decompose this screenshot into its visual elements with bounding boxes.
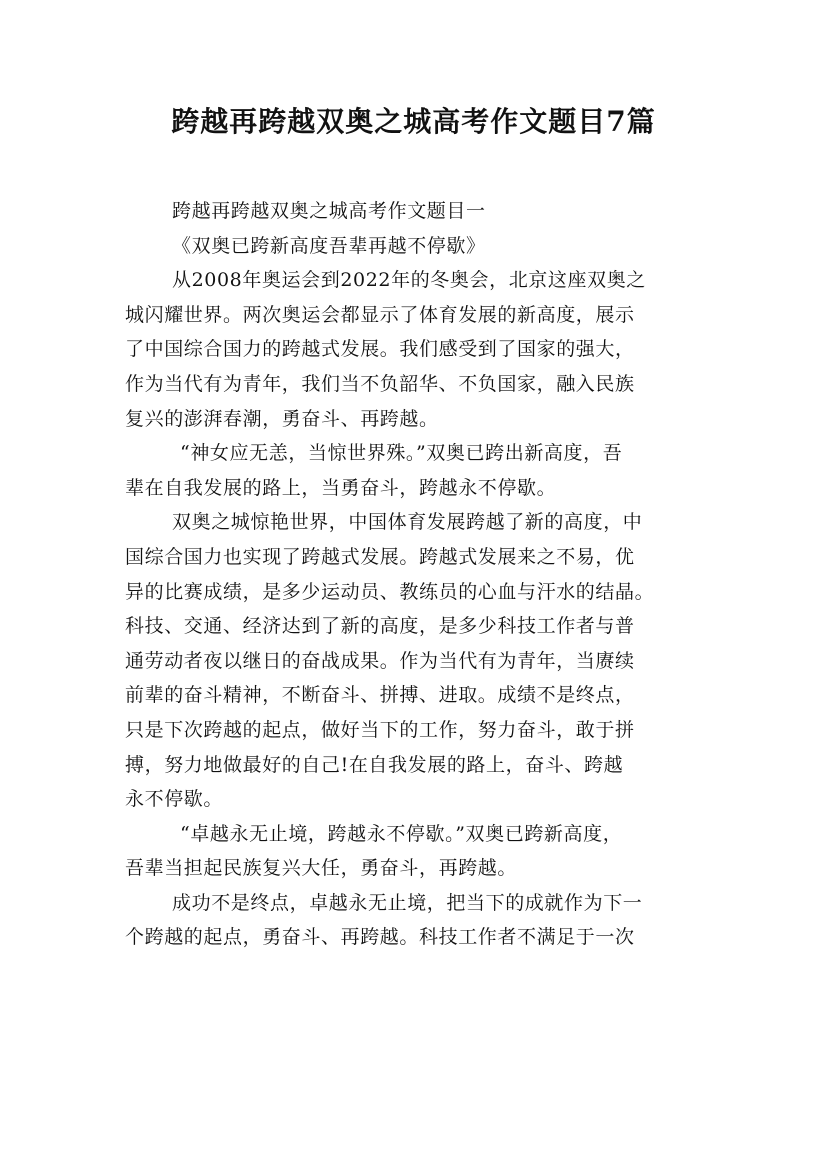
document-body	[125, 194, 705, 955]
paragraph-line: 前辈的奋斗精神，不断奋斗、拼搏、进取。成绩不是终点，	[125, 684, 635, 707]
paragraph-line: 搏，努力地做最好的自己!在自我发展的路上，奋斗、跨越	[125, 753, 624, 776]
paragraph-line: 个跨越的起点，勇奋斗、再跨越。科技工作者不满足于一次	[125, 926, 635, 949]
paragraph-line: 了中国综合国力的跨越式发展。我们感受到了国家的强大，	[125, 338, 635, 361]
paragraph-line: 复兴的澎湃春潮，勇奋斗、再跨越。	[125, 407, 439, 430]
section-heading: 跨越再跨越双奥之城高考作文题目一	[172, 200, 486, 222]
paragraph-line: “神女应无恙，当惊世界殊。”双奥已跨出新高度，吾	[180, 442, 623, 465]
paragraph-line: “卓越永无止境，跨越永不停歇。”双奥已跨新高度，	[180, 822, 623, 845]
document-title: 跨越再跨越双奥之城高考作文题目7篇	[171, 105, 656, 138]
paragraph-line: 辈在自我发展的路上，当勇奋斗，跨越永不停歇。	[125, 476, 557, 499]
paragraph-line: 成功不是终点，卓越永无止境，把当下的成就作为下一	[172, 891, 643, 914]
paragraph-line: 只是下次跨越的起点，做好当下的工作，努力奋斗，敢于拼	[125, 718, 635, 741]
paragraph-line: 吾辈当担起民族复兴大任，勇奋斗，再跨越。	[125, 857, 518, 880]
paragraph-line: 永不停歇。	[125, 788, 224, 811]
essay-title: 《双奥已跨新高度吾辈再越不停歇》	[172, 234, 486, 257]
paragraph-line: 国综合国力也实现了跨越式发展。跨越式发展来之不易，优	[125, 545, 635, 568]
paragraph-line: 从2008年奥运会到2022年的冬奥会，北京这座双奥之	[172, 269, 646, 292]
paragraph-line: 异的比赛成绩，是多少运动员、教练员的心血与汗水的结晶。	[125, 580, 655, 603]
paragraph-line: 科技、交通、经济达到了新的高度，是多少科技工作者与普	[125, 615, 635, 638]
paragraph-line: 通劳动者夜以继日的奋战成果。作为当代有为青年，当赓续	[125, 649, 635, 672]
paragraph-line: 双奥之城惊艳世界，中国体育发展跨越了新的高度，中	[172, 511, 643, 534]
paragraph-line: 城闪耀世界。两次奥运会都显示了体育发展的新高度，展示	[125, 303, 635, 326]
paragraph-line: 作为当代有为青年，我们当不负韶华、不负国家，融入民族	[125, 372, 635, 395]
